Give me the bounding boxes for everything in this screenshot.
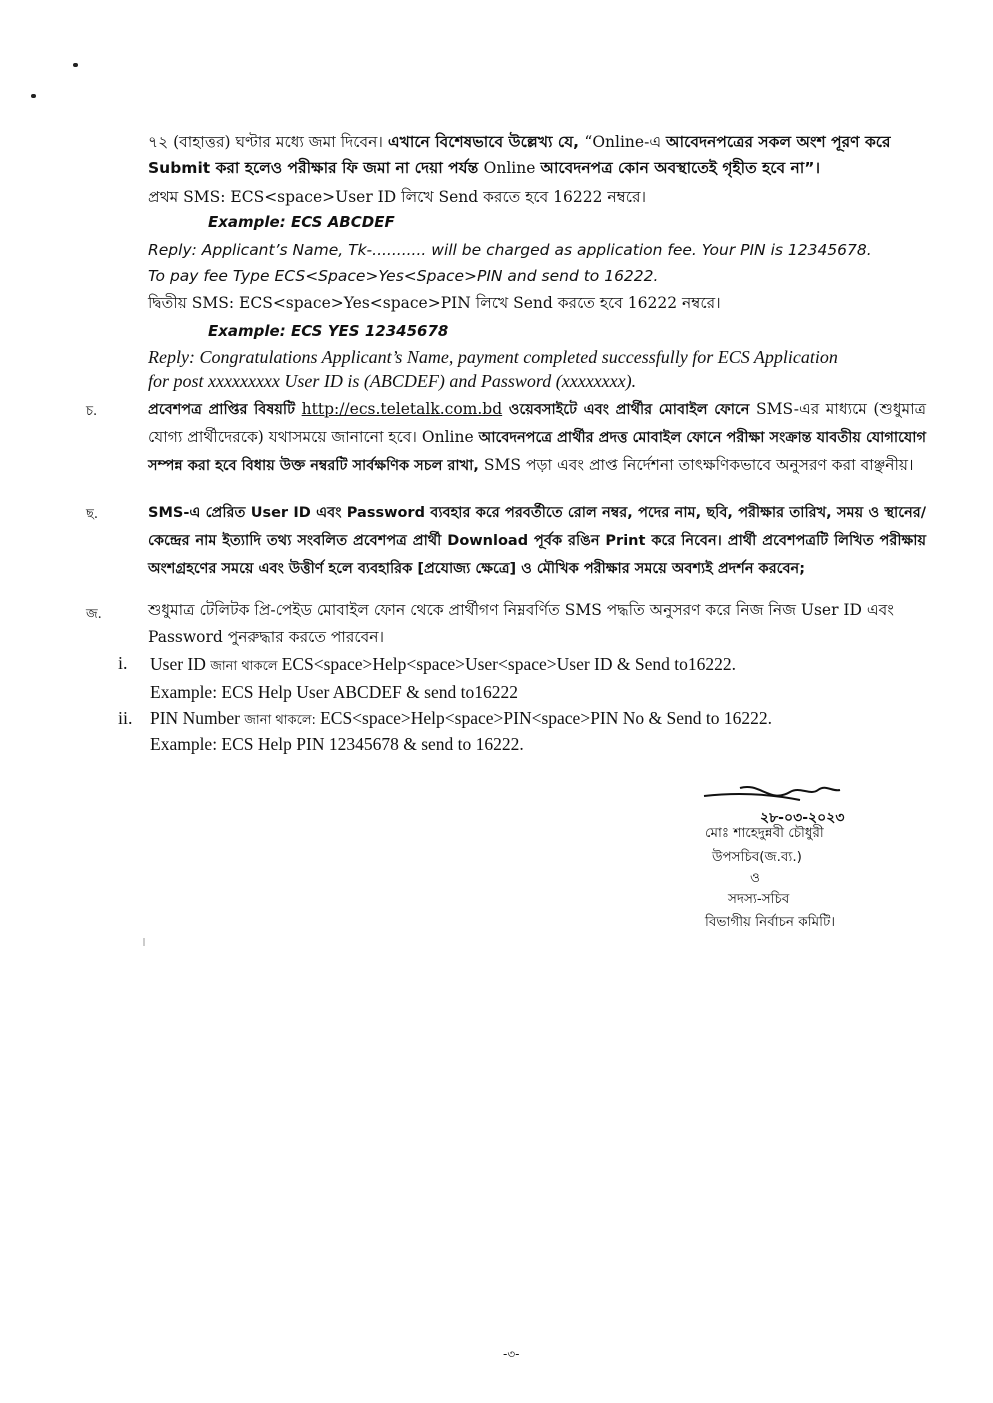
sms-second-reply-line-1: Reply: Congratulations Applicant’s Name, payment completed successfully for ECS Application [148, 347, 838, 367]
sms-second-reply-line-2: for post xxxxxxxxx User ID is (ABCDEF) and Password (xxxxxxxx). [148, 371, 637, 391]
sms-second-example: Example: ECS YES 12345678 [208, 322, 449, 340]
signatory-role: সদস্য-সচিব [728, 891, 790, 907]
sms-first-reply-line-1: Reply: Applicant’s Name, Tk-........... will be charged as application fee. Your PIN is 12345678. [148, 241, 872, 259]
scan-speck [31, 94, 36, 98]
sms-first-reply-line-2: To pay fee Type ECS<Space>Yes<Space>PIN and send to 16222. [148, 267, 659, 285]
recover-userid-line: User ID জানা থাকলে ECS<space>Help<space>User<space>User ID & Send to16222. [150, 654, 736, 674]
item-marker-i: i. [118, 653, 128, 673]
signatory-title: উপসচিব(জ.ব্য.) [712, 849, 802, 865]
signature-date: ২৮-০৩-২০২৩ [760, 810, 845, 826]
admit-card-info-paragraph: প্রবেশপত্র প্রাপ্তির বিষয়টি http://ecs.teletalk.com.bd ওয়েবসাইটে এবং প্রার্থীর মোবাইল ফোনে SMS-এর মাধ্যমে (শুধুমাত্র যোগ্য প্রার্থীদেরকে) যথাসময়ে জানানো হবে। Online আবেদনপত্রে প্রার্থীর প্রদত্ত মোবাইল ফোনে পরীক্ষা সংক্রান্ত যাবতীয় যোগাযোগ সম্পন্ন করা হবে বিধায় উক্ত নম্বরটি সার্বক্ষণিক সচল রাখা, SMS পড়া এবং প্রাপ্ত নির্দেশনা তাৎক্ষণিকভাবে অনুসরণ করা বাঞ্ছনীয়। [148, 400, 927, 474]
password-recovery-paragraph: শুধুমাত্র টেলিটক প্রি-পেইড মোবাইল ফোন থেকে প্রার্থীগণ নিম্নবর্ণিত SMS পদ্ধতি অনুসরণ করে নিজ নিজ User ID এবং Password পুনরুদ্ধার করতে পারবেন। [148, 601, 894, 646]
recover-userid-example: Example: ECS Help User ABCDEF & send to16222 [150, 682, 518, 702]
para-continuation-line-1: ৭২ (বাহাত্তর) ঘণ্টার মধ্যে জমা দিবেন। এখানে বিশেষভাবে উল্লেখ্য যে, “Online-এ আবেদনপত্রের সকল অংশ পূরণ করে [148, 133, 891, 151]
section-marker-chha: ছ. [86, 507, 99, 522]
signatory-committee: বিভাগীয় নির্বাচন কমিটি। [705, 914, 836, 930]
item-marker-ii: ii. [118, 708, 133, 728]
sms-first-example: Example: ECS ABCDEF [208, 213, 395, 231]
page-number: -৩- [503, 1347, 520, 1361]
para-continuation-line-2: Submit করা হলেও পরীক্ষার ফি জমা না দেয়া পর্যন্ত Online আবেদনপত্র কোন অবস্থাতেই গৃহীত হবে না”। [148, 159, 821, 177]
admit-card-download-paragraph: SMS-এ প্রেরিত User ID এবং Password ব্যবহার করে পরবর্তীতে রোল নম্বর, পদের নাম, ছবি, পরীক্ষার তারিখ, সময় ও স্থানের/কেন্দ্রের নাম ইত্যাদি তথ্য সংবলিত প্রবেশপত্র প্রার্থী Download পূর্বক রঙিন Print করে নিবেন। প্রার্থী প্রবেশপত্রটি লিখিত পরীক্ষায় অংশগ্রহণের সময়ে এবং উত্তীর্ণ হলে ব্যবহারিক [প্রযোজ্য ক্ষেত্রে] ও মৌখিক পরীক্ষার সময়ে অবশ্যই প্রদর্শন করবেন; [148, 505, 926, 577]
signatory-name: মোঃ শাহেদুন্নবী চৌধুরী [705, 825, 824, 841]
section-marker-ja: জ. [86, 607, 102, 622]
recover-pin-line: PIN Number জানা থাকলে: ECS<space>Help<space>PIN<space>PIN No & Send to 16222. [150, 708, 773, 728]
section-marker-cha: চ. [86, 404, 98, 419]
scan-mark [143, 938, 145, 946]
signatory-conjunction: ও [750, 870, 760, 886]
scan-speck [73, 63, 78, 67]
recover-pin-example: Example: ECS Help PIN 12345678 & send to 16222. [150, 734, 524, 754]
teletalk-website-link[interactable]: http://ecs.teletalk.com.bd [301, 400, 503, 418]
sms-first-instruction: প্রথম SMS: ECS<space>User ID লিখে Send করতে হবে 16222 নম্বরে। [148, 188, 647, 206]
sms-second-instruction: দ্বিতীয় SMS: ECS<space>Yes<space>PIN লিখে Send করতে হবে 16222 নম্বরে। [148, 294, 721, 312]
